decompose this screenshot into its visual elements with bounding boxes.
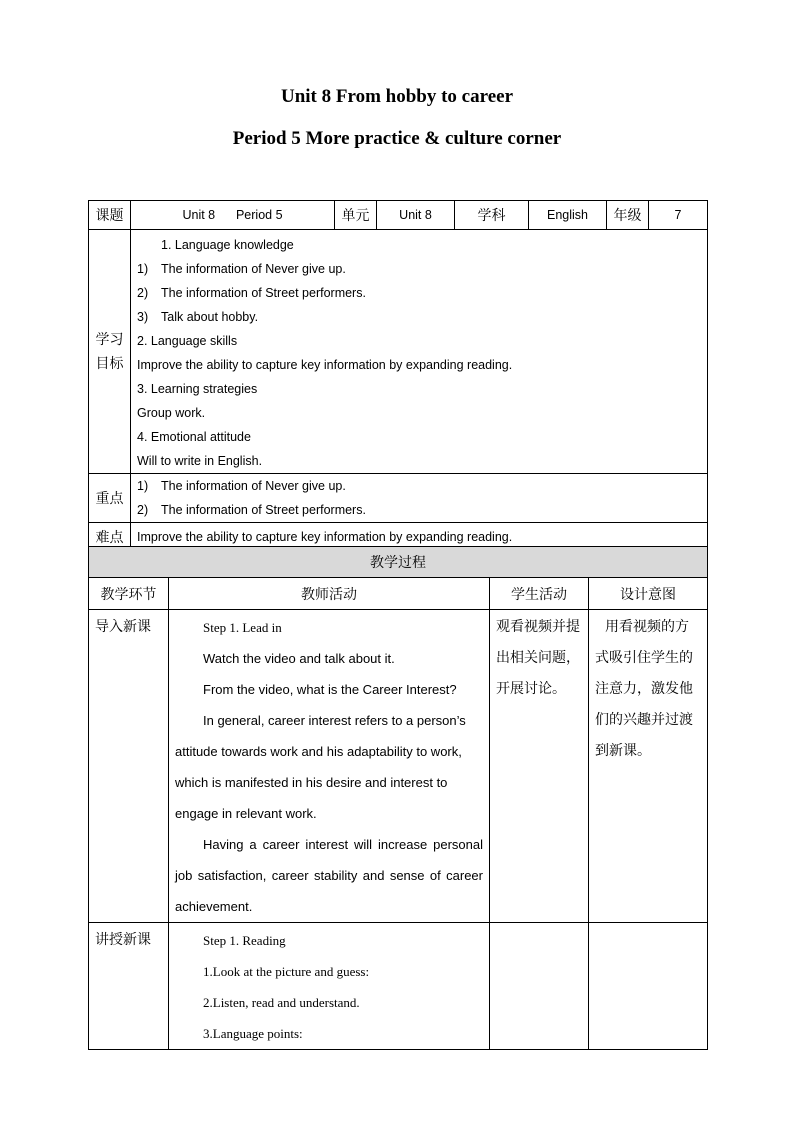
objective-line: 2. Language skills [137,334,238,348]
student-activity-empty [490,923,589,1050]
teacher-line: Watch the video and talk about it. [203,651,395,666]
key-points-row [89,474,708,523]
teacher-line: Having a career interest will increase personal [203,837,483,852]
teacher-line: attitude towards work and his adaptability to work, [175,744,462,759]
objective-line: 1) The information of Never give up. [137,262,346,276]
stage-label: 讲授新课 [89,923,169,1050]
teacher-line: Step 1. Lead in [203,620,282,635]
objective-line: 1. Language knowledge [161,238,294,252]
intent-line: 们的兴趣并过渡 [595,712,693,728]
intent-line: 注意力，激发他 [595,681,693,697]
intent-line: 式吸引住学生的 [595,650,693,666]
process-row-lead-in [89,610,708,923]
key-points-label: 重点 [89,474,131,523]
info-row [89,201,708,230]
topic-label: 课题 [89,201,131,230]
grade-label: 年级 [607,201,649,230]
student-activity [490,610,589,923]
key-point-line: 2) The information of Street performers. [137,503,366,517]
teacher-line: 3.Language points: [203,1026,303,1041]
key-points-content [131,474,708,523]
student-line: 观看视频并提 [496,619,580,635]
teacher-line: 1.Look at the picture and guess: [203,964,370,979]
teacher-line: engage in relevant work. [175,806,317,821]
teacher-line: achievement. [175,899,253,914]
teacher-activity [169,923,490,1050]
teacher-activity [169,610,490,923]
grade-value: 7 [649,201,708,230]
col-stage: 教学环节 [89,578,169,610]
intent-line: 用看视频的方 [605,619,689,635]
process-column-headers [89,578,708,610]
objectives-row [89,230,708,474]
key-point-line: 1) The information of Never give up. [137,479,346,493]
topic-value: Unit 8 Period 5 [131,201,335,230]
design-intent [589,610,708,923]
unit-label: 单元 [335,201,377,230]
process-row-new-lesson [89,923,708,1050]
objective-line: Improve the ability to capture key information by expanding reading. [137,358,513,372]
unit-value: Unit 8 [377,201,455,230]
document-title: Unit 8 From hobby to career [280,86,514,107]
document-subtitle: Period 5 More practice & culture corner [232,128,562,149]
objectives-label: 学习 目标 [89,230,131,474]
objective-line: Will to write in English. [137,454,263,468]
objectives-content [131,230,708,474]
lesson-info-table [88,200,708,551]
design-intent-empty [589,923,708,1050]
difficulties-content: Improve the ability to capture key information by expanding reading. [131,523,708,551]
process-header: 教学过程 [89,547,708,578]
teacher-line: which is manifested in his desire and interest to [175,775,448,790]
intent-line: 到新课。 [595,743,651,759]
teacher-line: 2.Listen, read and understand. [203,995,360,1010]
objective-line: 3. Learning strategies [137,382,258,396]
teacher-line: From the video, what is the Career Interest? [203,682,457,697]
objective-line: Group work. [137,406,206,420]
objective-line: 2) The information of Street performers. [137,286,366,300]
teacher-line: In general, career interest refers to a person’s [203,713,466,728]
col-teacher: 教师活动 [169,578,490,610]
stage-label: 导入新课 [89,610,169,923]
col-student: 学生活动 [490,578,589,610]
difficulties-label: 难点 [89,523,131,551]
col-intent: 设计意图 [589,578,708,610]
subject-label: 学科 [455,201,529,230]
student-line: 出相关问题， [496,650,580,666]
subject-value: English [529,201,607,230]
teacher-line: job satisfaction, career stability and sense of career [175,868,483,883]
process-header-row [89,547,708,578]
objective-line: 3) Talk about hobby. [137,310,259,324]
teaching-process-table [88,546,708,1050]
student-line: 开展讨论。 [496,681,566,697]
objective-line: 4. Emotional attitude [137,430,251,444]
teacher-line: Step 1. Reading [203,933,286,948]
